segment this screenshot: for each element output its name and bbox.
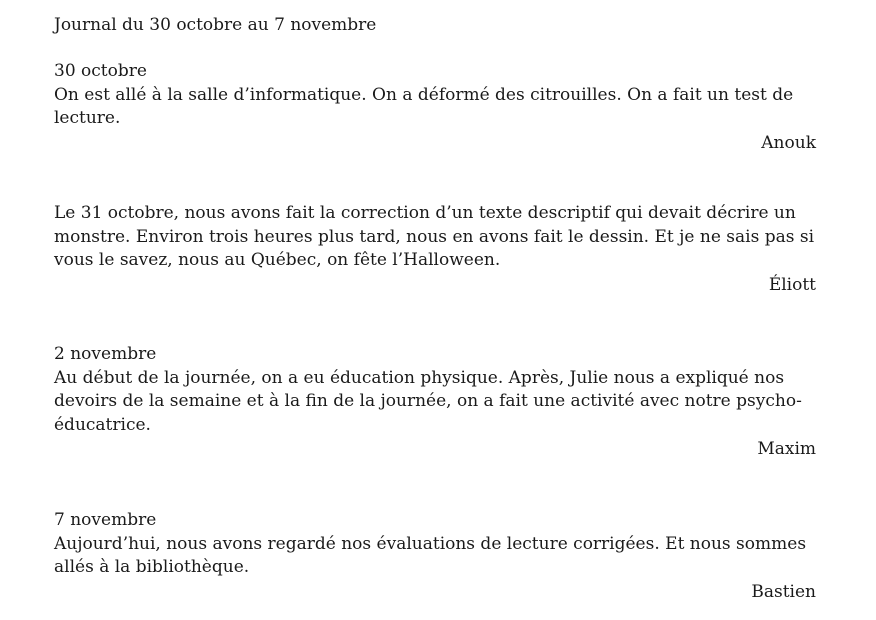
entry-text-line: lecture. (54, 108, 121, 128)
entry-text (54, 533, 816, 580)
entry-text (54, 367, 816, 438)
entry-text-line: allés à la bibliothèque. (54, 557, 250, 577)
entry-text-line: devoirs de la semaine et à la fin de la journée, on a fait une activité avec notre psycho- (54, 391, 802, 411)
journal-entry-oct-31 (54, 202, 816, 297)
entry-author: Bastien (751, 581, 816, 602)
entry-date: 30 octobre (54, 61, 147, 81)
entry-text-line: Le 31 octobre, nous avons fait la correction d’un texte descriptif qui devait décrire un (54, 203, 796, 223)
entry-text (54, 202, 816, 273)
entry-text-line: éducatrice. (54, 414, 151, 435)
entry-text-line: Aujourd’hui, nous avons regardé nos évaluations de lecture corrigées. Et nous sommes (54, 533, 807, 554)
entry-author: Anouk (761, 132, 816, 153)
journal-entry-nov-2 (54, 343, 816, 462)
entry-date: 2 novembre (54, 344, 157, 364)
entry-date: 7 novembre (54, 510, 157, 530)
entry-text-line: Au début de la journée, on a eu éducation physique. Après, Julie nous a expliqué nos (54, 367, 785, 388)
journal-entry-oct-30 (54, 60, 816, 155)
journal-title: Journal du 30 octobre au 7 novembre (54, 15, 377, 35)
entry-author: Maxim (757, 439, 816, 459)
entry-author: Éliott (768, 274, 816, 295)
entry-text-line: On est allé à la salle d’informatique. On a déformé des citrouilles. On a fait un test de (54, 84, 794, 105)
entry-text-line: monstre. Environ trois heures plus tard, nous en avons fait le dessin. Et je ne sais pas si (54, 226, 815, 247)
entry-text-line: vous le savez, nous au Québec, on fête l’Halloween. (54, 250, 501, 270)
journal-entry-nov-7 (54, 509, 816, 604)
journal-page (54, 0, 816, 620)
entry-text (54, 84, 816, 131)
